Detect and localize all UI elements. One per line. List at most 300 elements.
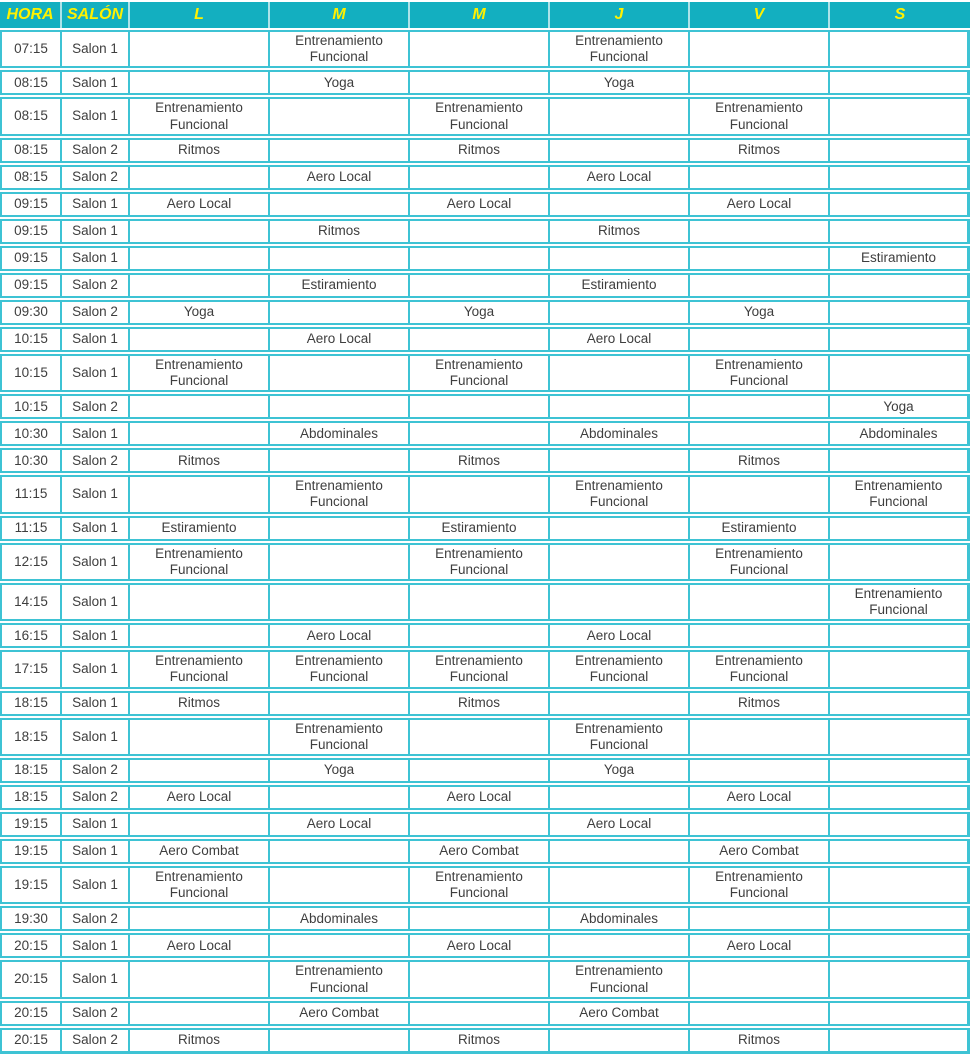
class-cell: Aero Local [690, 192, 830, 217]
class-cell [550, 933, 690, 958]
class-cell [130, 394, 270, 419]
class-cell [270, 394, 410, 419]
salon-cell: Salon 2 [62, 758, 130, 783]
class-cell [270, 300, 410, 325]
salon-cell: Salon 1 [62, 812, 130, 837]
class-cell: Entrenamiento Funcional [690, 650, 830, 688]
class-cell: Abdominales [270, 906, 410, 931]
table-row [0, 354, 970, 392]
class-cell [270, 192, 410, 217]
class-cell [690, 812, 830, 837]
class-cell: Estiramiento [830, 246, 970, 271]
time-cell: 16:15 [0, 623, 62, 648]
class-cell [690, 421, 830, 446]
table-row [0, 866, 970, 904]
time-cell: 19:15 [0, 812, 62, 837]
class-cell: Entrenamiento Funcional [550, 30, 690, 68]
class-cell: Aero Combat [270, 1001, 410, 1026]
class-cell [830, 97, 970, 135]
class-cell [270, 933, 410, 958]
class-cell [130, 165, 270, 190]
class-cell: Yoga [410, 300, 550, 325]
class-cell: Yoga [270, 758, 410, 783]
class-cell [830, 812, 970, 837]
class-cell [830, 839, 970, 864]
class-cell [130, 718, 270, 756]
class-cell: Aero Local [690, 785, 830, 810]
class-cell: Entrenamiento Funcional [130, 97, 270, 135]
class-cell: Entrenamiento Funcional [130, 650, 270, 688]
class-cell [550, 192, 690, 217]
salon-cell: Salon 1 [62, 475, 130, 513]
salon-cell: Salon 1 [62, 246, 130, 271]
class-cell [690, 475, 830, 513]
class-cell: Aero Local [270, 327, 410, 352]
class-cell: Ritmos [410, 1028, 550, 1054]
class-cell: Ritmos [270, 219, 410, 244]
class-cell [550, 300, 690, 325]
salon-cell: Salon 1 [62, 718, 130, 756]
table-row [0, 421, 970, 446]
class-cell [130, 30, 270, 68]
salon-cell: Salon 1 [62, 192, 130, 217]
class-cell [410, 273, 550, 298]
time-cell: 12:15 [0, 543, 62, 581]
table-row [0, 30, 970, 68]
class-cell [130, 960, 270, 998]
class-cell: Aero Local [410, 192, 550, 217]
class-cell [410, 165, 550, 190]
class-cell [270, 246, 410, 271]
class-cell [830, 933, 970, 958]
time-cell: 18:15 [0, 785, 62, 810]
class-cell [550, 448, 690, 473]
class-cell [270, 97, 410, 135]
class-cell [830, 300, 970, 325]
class-cell: Estiramiento [690, 516, 830, 541]
time-cell: 10:15 [0, 394, 62, 419]
class-cell: Aero Local [410, 933, 550, 958]
class-cell [270, 1028, 410, 1054]
table-row [0, 327, 970, 352]
time-cell: 09:15 [0, 219, 62, 244]
class-cell [270, 516, 410, 541]
class-cell: Ritmos [690, 1028, 830, 1054]
salon-cell: Salon 1 [62, 30, 130, 68]
class-cell [830, 165, 970, 190]
class-cell [830, 543, 970, 581]
time-cell: 20:15 [0, 1028, 62, 1054]
class-cell [550, 691, 690, 716]
class-cell [690, 394, 830, 419]
class-cell [830, 138, 970, 163]
class-cell [550, 583, 690, 621]
column-header-hora: HORA [0, 2, 62, 28]
class-cell [550, 516, 690, 541]
class-cell [270, 691, 410, 716]
time-cell: 18:15 [0, 718, 62, 756]
salon-cell: Salon 1 [62, 543, 130, 581]
class-cell [410, 758, 550, 783]
table-row [0, 273, 970, 298]
class-cell [830, 219, 970, 244]
class-cell [830, 758, 970, 783]
time-cell: 19:15 [0, 839, 62, 864]
class-cell [130, 583, 270, 621]
class-cell [690, 246, 830, 271]
column-header-lunes: L [130, 2, 270, 28]
class-cell: Estiramiento [410, 516, 550, 541]
time-cell: 19:30 [0, 906, 62, 931]
table-row [0, 1001, 970, 1026]
time-cell: 07:15 [0, 30, 62, 68]
table-row [0, 516, 970, 541]
class-cell: Aero Combat [410, 839, 550, 864]
class-cell: Estiramiento [270, 273, 410, 298]
class-cell: Entrenamiento Funcional [410, 650, 550, 688]
class-cell: Entrenamiento Funcional [270, 960, 410, 998]
salon-cell: Salon 2 [62, 138, 130, 163]
salon-cell: Salon 1 [62, 421, 130, 446]
table-row [0, 933, 970, 958]
class-cell [550, 354, 690, 392]
class-cell: Entrenamiento Funcional [410, 97, 550, 135]
class-cell: Abdominales [550, 906, 690, 931]
table-row [0, 1028, 970, 1054]
class-cell: Entrenamiento Funcional [550, 650, 690, 688]
salon-cell: Salon 1 [62, 650, 130, 688]
class-cell: Aero Local [270, 165, 410, 190]
time-cell: 11:15 [0, 516, 62, 541]
time-cell: 19:15 [0, 866, 62, 904]
class-cell [550, 138, 690, 163]
salon-cell: Salon 2 [62, 448, 130, 473]
table-row [0, 623, 970, 648]
class-cell [830, 516, 970, 541]
class-cell: Aero Combat [690, 839, 830, 864]
salon-cell: Salon 1 [62, 866, 130, 904]
class-cell [690, 718, 830, 756]
class-cell [270, 866, 410, 904]
class-cell [690, 960, 830, 998]
class-cell: Aero Local [270, 812, 410, 837]
class-cell [830, 70, 970, 95]
class-cell [410, 583, 550, 621]
class-cell: Entrenamiento Funcional [270, 475, 410, 513]
class-cell [830, 718, 970, 756]
class-cell [410, 475, 550, 513]
class-cell: Entrenamiento Funcional [550, 960, 690, 998]
salon-cell: Salon 2 [62, 165, 130, 190]
column-header-salon: SALÓN [62, 2, 130, 28]
time-cell: 10:30 [0, 421, 62, 446]
salon-cell: Salon 1 [62, 327, 130, 352]
salon-cell: Salon 1 [62, 839, 130, 864]
table-row [0, 448, 970, 473]
salon-cell: Salon 1 [62, 623, 130, 648]
class-cell [410, 718, 550, 756]
table-row [0, 165, 970, 190]
time-cell: 08:15 [0, 138, 62, 163]
class-cell [830, 785, 970, 810]
class-cell: Ritmos [130, 1028, 270, 1054]
time-cell: 10:30 [0, 448, 62, 473]
class-cell: Abdominales [830, 421, 970, 446]
class-cell: Entrenamiento Funcional [270, 30, 410, 68]
salon-cell: Salon 2 [62, 1028, 130, 1054]
class-cell [830, 273, 970, 298]
salon-cell: Salon 1 [62, 70, 130, 95]
table-row [0, 812, 970, 837]
schedule-body [0, 30, 970, 1054]
class-cell: Ritmos [130, 138, 270, 163]
class-cell [130, 273, 270, 298]
time-cell: 08:15 [0, 70, 62, 95]
class-cell [410, 30, 550, 68]
class-cell: Entrenamiento Funcional [690, 97, 830, 135]
class-cell: Entrenamiento Funcional [130, 354, 270, 392]
class-cell [550, 839, 690, 864]
class-cell [830, 623, 970, 648]
class-cell: Estiramiento [130, 516, 270, 541]
class-cell [550, 97, 690, 135]
table-row [0, 97, 970, 135]
table-row [0, 583, 970, 621]
class-cell: Entrenamiento Funcional [130, 543, 270, 581]
class-cell [830, 691, 970, 716]
class-cell: Ritmos [410, 448, 550, 473]
table-row [0, 394, 970, 419]
class-cell: Ritmos [690, 138, 830, 163]
class-cell [410, 394, 550, 419]
class-cell [410, 623, 550, 648]
class-cell [690, 30, 830, 68]
class-cell [410, 960, 550, 998]
class-cell [830, 1001, 970, 1026]
table-row [0, 785, 970, 810]
salon-cell: Salon 2 [62, 273, 130, 298]
time-cell: 18:15 [0, 691, 62, 716]
class-cell: Aero Local [690, 933, 830, 958]
time-cell: 17:15 [0, 650, 62, 688]
time-cell: 11:15 [0, 475, 62, 513]
class-cell: Entrenamiento Funcional [270, 650, 410, 688]
time-cell: 20:15 [0, 960, 62, 998]
class-cell [410, 70, 550, 95]
salon-cell: Salon 2 [62, 1001, 130, 1026]
time-cell: 14:15 [0, 583, 62, 621]
salon-cell: Salon 1 [62, 516, 130, 541]
class-cell [690, 623, 830, 648]
class-cell: Entrenamiento Funcional [830, 583, 970, 621]
time-cell: 09:15 [0, 192, 62, 217]
class-cell [690, 906, 830, 931]
class-cell [550, 785, 690, 810]
time-cell: 08:15 [0, 165, 62, 190]
class-cell [830, 650, 970, 688]
class-cell [410, 906, 550, 931]
class-cell: Entrenamiento Funcional [130, 866, 270, 904]
class-cell: Aero Local [270, 623, 410, 648]
class-cell [410, 812, 550, 837]
table-row [0, 475, 970, 513]
class-cell [410, 246, 550, 271]
class-cell: Aero Local [130, 933, 270, 958]
class-cell: Aero Combat [130, 839, 270, 864]
class-cell [550, 394, 690, 419]
time-cell: 09:15 [0, 246, 62, 271]
class-cell [130, 758, 270, 783]
class-cell: Aero Local [410, 785, 550, 810]
class-cell: Ritmos [410, 138, 550, 163]
class-cell: Ritmos [130, 448, 270, 473]
class-cell: Entrenamiento Funcional [830, 475, 970, 513]
class-cell [270, 138, 410, 163]
table-row [0, 543, 970, 581]
class-cell: Aero Local [550, 812, 690, 837]
class-cell [690, 583, 830, 621]
class-cell: Aero Local [550, 623, 690, 648]
class-cell [690, 327, 830, 352]
class-cell [690, 219, 830, 244]
class-cell [690, 165, 830, 190]
class-cell: Entrenamiento Funcional [410, 866, 550, 904]
class-cell [830, 960, 970, 998]
salon-cell: Salon 1 [62, 219, 130, 244]
class-cell [830, 354, 970, 392]
class-cell [410, 421, 550, 446]
table-row [0, 219, 970, 244]
class-cell [690, 758, 830, 783]
class-cell: Entrenamiento Funcional [690, 354, 830, 392]
class-cell: Yoga [690, 300, 830, 325]
class-cell: Ritmos [410, 691, 550, 716]
salon-cell: Salon 1 [62, 354, 130, 392]
time-cell: 18:15 [0, 758, 62, 783]
salon-cell: Salon 2 [62, 394, 130, 419]
salon-cell: Salon 1 [62, 583, 130, 621]
table-row [0, 138, 970, 163]
salon-cell: Salon 2 [62, 300, 130, 325]
class-cell [830, 906, 970, 931]
class-cell: Entrenamiento Funcional [410, 354, 550, 392]
table-row [0, 758, 970, 783]
column-header-viernes: V [690, 2, 830, 28]
class-cell: Yoga [830, 394, 970, 419]
class-cell [830, 1028, 970, 1054]
class-cell: Entrenamiento Funcional [550, 718, 690, 756]
class-cell [830, 866, 970, 904]
class-cell: Entrenamiento Funcional [410, 543, 550, 581]
class-cell: Ritmos [690, 691, 830, 716]
time-cell: 20:15 [0, 1001, 62, 1026]
header-row [0, 2, 970, 28]
class-cell: Aero Local [550, 327, 690, 352]
table-row [0, 906, 970, 931]
time-cell: 08:15 [0, 97, 62, 135]
class-cell: Yoga [130, 300, 270, 325]
salon-cell: Salon 1 [62, 933, 130, 958]
class-cell [550, 866, 690, 904]
column-header-jueves: J [550, 2, 690, 28]
column-header-sabado: S [830, 2, 970, 28]
class-cell: Entrenamiento Funcional [550, 475, 690, 513]
salon-cell: Salon 1 [62, 960, 130, 998]
class-cell [690, 273, 830, 298]
time-cell: 10:15 [0, 354, 62, 392]
class-cell [410, 219, 550, 244]
time-cell: 10:15 [0, 327, 62, 352]
class-cell: Ritmos [550, 219, 690, 244]
class-cell [550, 543, 690, 581]
class-cell [410, 1001, 550, 1026]
table-row [0, 718, 970, 756]
class-cell [130, 475, 270, 513]
class-cell [270, 839, 410, 864]
class-cell [830, 192, 970, 217]
time-cell: 20:15 [0, 933, 62, 958]
class-cell [130, 327, 270, 352]
salon-cell: Salon 2 [62, 785, 130, 810]
salon-cell: Salon 1 [62, 97, 130, 135]
class-cell [130, 246, 270, 271]
table-row [0, 246, 970, 271]
class-cell: Estiramiento [550, 273, 690, 298]
class-cell: Entrenamiento Funcional [270, 718, 410, 756]
class-cell: Entrenamiento Funcional [690, 866, 830, 904]
class-cell [270, 448, 410, 473]
class-cell [270, 543, 410, 581]
class-cell [690, 1001, 830, 1026]
class-cell [130, 906, 270, 931]
class-cell [130, 623, 270, 648]
class-cell: Abdominales [550, 421, 690, 446]
class-cell: Aero Local [130, 192, 270, 217]
table-row [0, 192, 970, 217]
class-cell: Yoga [550, 758, 690, 783]
column-header-miercoles: M [410, 2, 550, 28]
class-cell [130, 812, 270, 837]
class-cell [550, 1028, 690, 1054]
class-cell [410, 327, 550, 352]
class-cell [270, 785, 410, 810]
class-cell [830, 30, 970, 68]
salon-cell: Salon 2 [62, 906, 130, 931]
class-cell: Aero Local [550, 165, 690, 190]
class-cell: Aero Local [130, 785, 270, 810]
class-cell [830, 448, 970, 473]
table-row [0, 70, 970, 95]
class-cell [550, 246, 690, 271]
class-cell: Yoga [550, 70, 690, 95]
class-cell: Abdominales [270, 421, 410, 446]
class-cell [830, 327, 970, 352]
class-cell [270, 354, 410, 392]
table-row [0, 300, 970, 325]
class-cell: Ritmos [130, 691, 270, 716]
time-cell: 09:15 [0, 273, 62, 298]
class-cell [130, 421, 270, 446]
class-cell: Ritmos [690, 448, 830, 473]
class-cell [270, 583, 410, 621]
class-cell: Yoga [270, 70, 410, 95]
class-cell: Entrenamiento Funcional [690, 543, 830, 581]
table-row [0, 960, 970, 998]
class-cell [130, 219, 270, 244]
class-cell: Aero Combat [550, 1001, 690, 1026]
column-header-martes: M [270, 2, 410, 28]
schedule-header [0, 2, 970, 28]
